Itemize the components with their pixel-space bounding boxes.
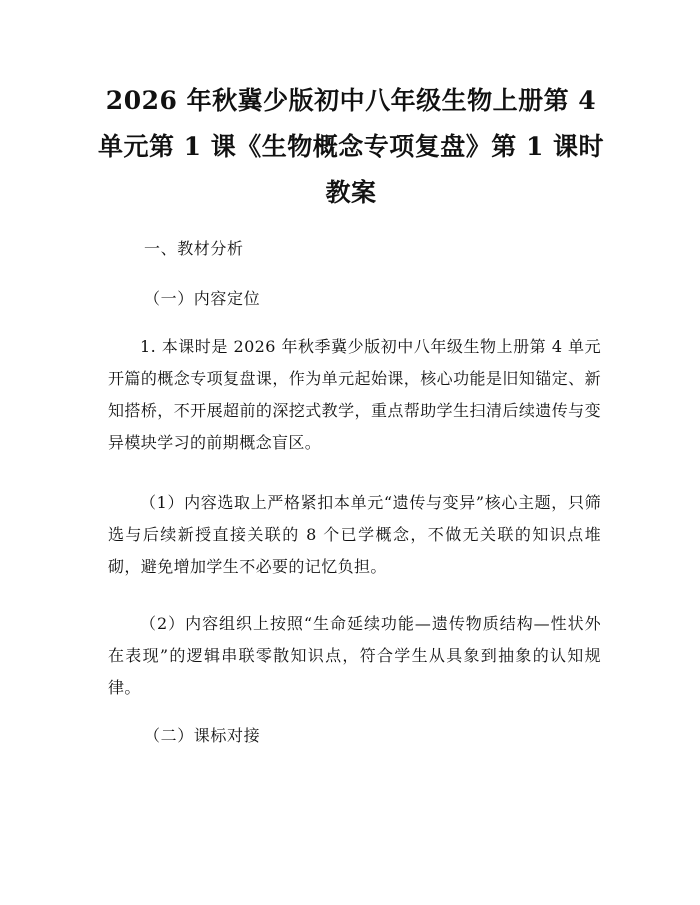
subsection-heading-content-positioning: （一）内容定位: [144, 289, 261, 308]
paragraph-content-selection: （1）内容选取上严格紧扣本单元“遗传与变异”核心主题，只筛选与后续新授直接关联的 8 个已学概念，不做无关联的知识点堆砌，避免增加学生不必要的记忆负担。: [108, 493, 601, 576]
paragraph-content-organization: （2）内容组织上按照“生命延续功能—遗传物质结构—性状外在表现”的逻辑串联零散知识点，符合学生从具象到抽象的认知规律。: [108, 614, 601, 697]
subsection-heading-curriculum-alignment: （二）课标对接: [144, 726, 261, 745]
document-title: 2026 年秋冀少版初中八年级生物上册第 4 单元第 1 课《生物概念专项复盘》第 1 课时教案: [97, 86, 605, 207]
paragraph-lesson-positioning: 1. 本课时是 2026 年秋季冀少版初中八年级生物上册第 4 单元开篇的概念专项复盘课，作为单元起始课，核心功能是旧知锚定、新知搭桥，不开展超前的深挖式教学，重点帮助学生扫清后续遗传与变异模块学习的前期概念盲区。: [108, 337, 601, 452]
section-heading-teaching-material-analysis: 一、教材分析: [144, 239, 244, 258]
